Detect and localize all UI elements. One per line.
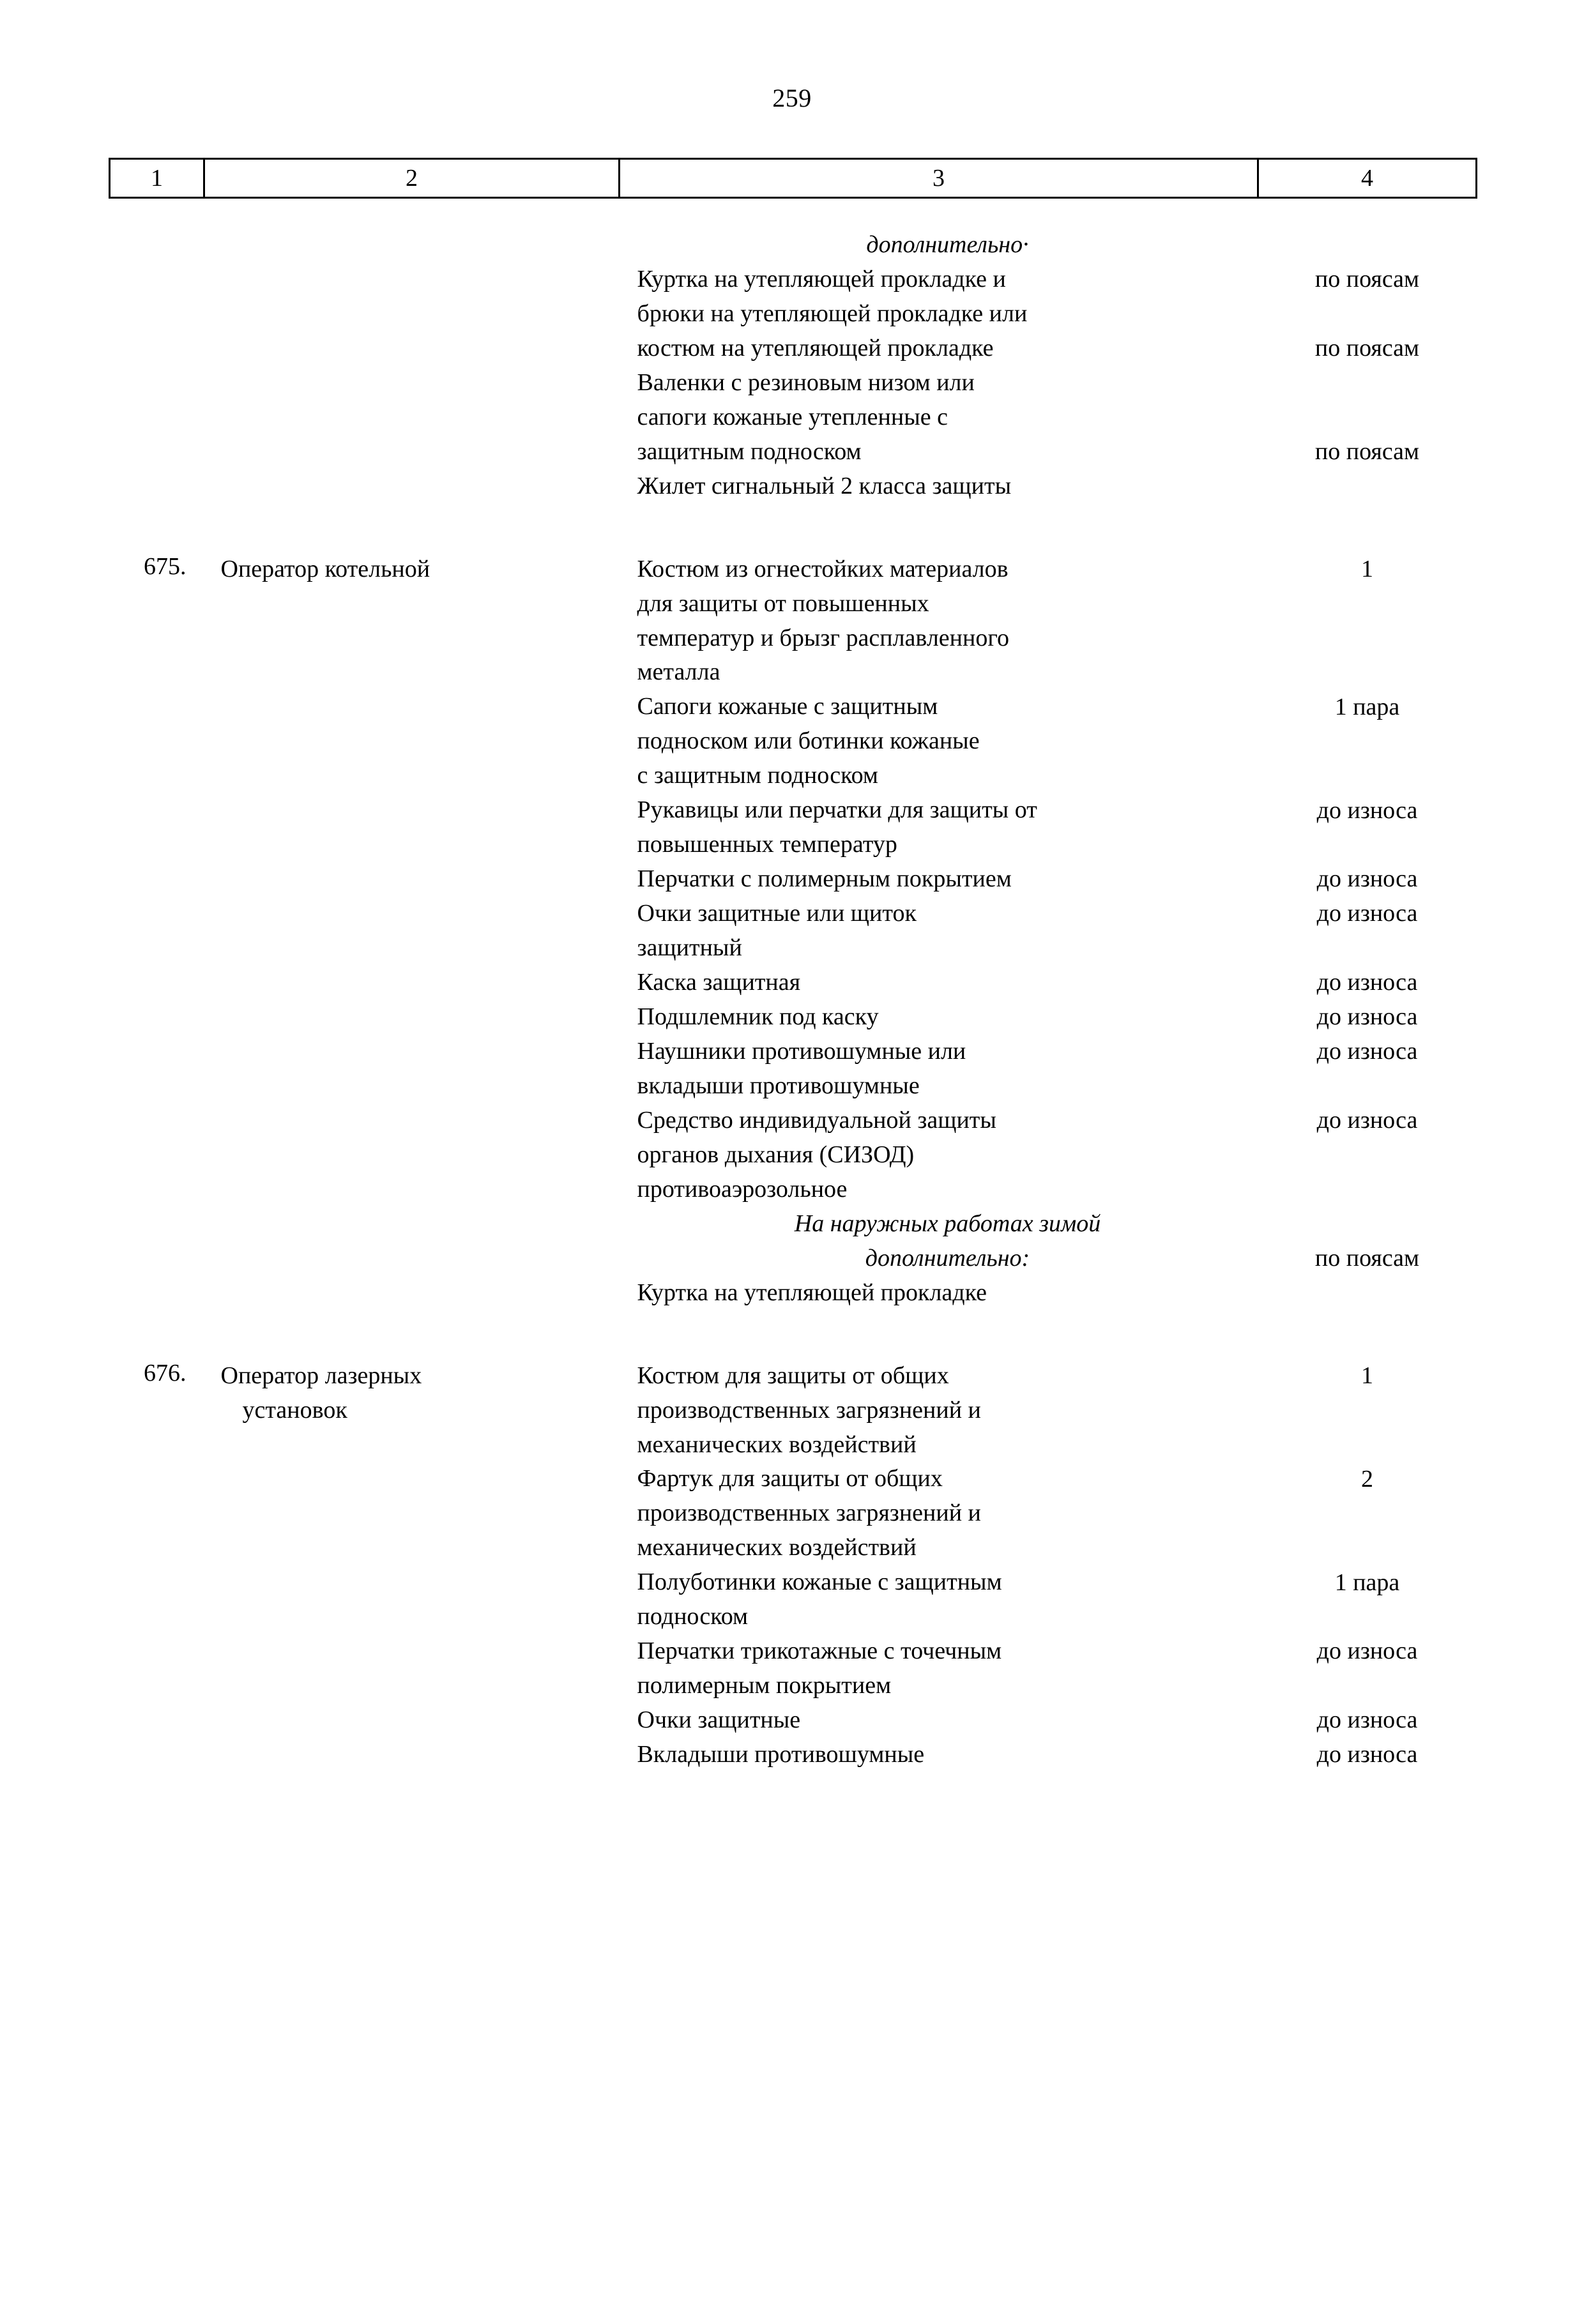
item-line: механических воздействий: [637, 1534, 917, 1561]
item-quantity: до износа: [1316, 1107, 1418, 1134]
item-line: подноском или ботинки кожаные: [637, 727, 980, 755]
items-cell: [620, 504, 1258, 1310]
item-line: вкладыши противошумные: [637, 1072, 920, 1099]
quantities-cell: [1258, 198, 1477, 504]
item-line: Рукавицы или перчатки для защиты от: [637, 796, 1037, 824]
item-entry: [637, 262, 1258, 366]
item-line: для защиты от повышенных: [637, 589, 929, 617]
item-entry: [637, 1462, 1258, 1565]
item-quantity: до износа: [1316, 1741, 1418, 1768]
item-entry: [637, 1565, 1258, 1634]
item-line: Фартук для защиты от общих: [637, 1465, 943, 1492]
row-number: [110, 198, 204, 504]
item-line: Полуботинки кожаные с защитным: [637, 1568, 1002, 1596]
item-entry: [637, 1703, 1258, 1738]
item-line: Подшлемник под каску: [637, 1003, 879, 1031]
section-intro-italic: дополнительно·: [866, 231, 1029, 258]
item-line: Каска защитная: [637, 969, 801, 996]
item-entry: [637, 1035, 1258, 1104]
item-line: защитный: [637, 934, 742, 962]
item-line: Наушники противошумные или: [637, 1037, 966, 1065]
item-entry: [637, 552, 1258, 690]
table-header-row: [110, 159, 1477, 198]
item-entry: [637, 793, 1258, 862]
column-header-4: 4: [1258, 159, 1477, 198]
item-line: Жилет сигнальный 2 класса защиты: [637, 472, 1012, 499]
item-entry: [637, 690, 1258, 793]
item-line: Средство индивидуальной защиты: [637, 1106, 996, 1134]
profession-name: [204, 1310, 620, 1773]
item-line: Костюм для защиты от общих: [637, 1362, 949, 1389]
page-number: 259: [772, 84, 812, 112]
item-quantity: по поясам: [1314, 437, 1420, 465]
item-entry: [637, 1000, 1258, 1035]
item-line: Валенки с резиновым низом или: [637, 368, 975, 396]
item-entry: [637, 862, 1258, 897]
item-quantity: по поясам: [1314, 1245, 1420, 1272]
seasonal-subheader-line: дополнительно:: [865, 1244, 1030, 1272]
column-header-2: 2: [204, 159, 620, 198]
item-quantity: 1: [1361, 555, 1373, 582]
item-entry: [637, 897, 1258, 966]
item-line: повышенных температур: [637, 831, 897, 858]
item-line: производственных загрязнений и: [637, 1396, 981, 1424]
items-cell: [620, 1310, 1258, 1773]
profession-name: [204, 504, 620, 1310]
column-header-1: 1: [110, 159, 204, 198]
item-line: металла: [637, 658, 720, 686]
item-line: Очки защитные или щиток: [637, 900, 917, 927]
norms-table: [109, 158, 1477, 1772]
items-cell: [620, 198, 1258, 504]
item-line: Сапоги кожаные с защитным: [637, 693, 938, 720]
item-quantity: 2: [1361, 1465, 1373, 1492]
item-quantity: до износа: [1316, 1038, 1418, 1065]
item-quantity: 1 пара: [1334, 693, 1400, 720]
item-quantity: до износа: [1316, 865, 1418, 893]
item-entry: [637, 1104, 1258, 1207]
seasonal-subheader-line: На наружных работах зимой: [794, 1210, 1101, 1237]
item-line: Очки защитные: [637, 1706, 801, 1734]
item-quantity: 1 пара: [1334, 1568, 1400, 1596]
item-quantity: 1: [1361, 1362, 1373, 1389]
item-line: сапоги кожаные утепленные с: [637, 403, 948, 430]
item-entry: [637, 1276, 1258, 1310]
column-header-3: 3: [620, 159, 1258, 198]
item-quantity: до износа: [1316, 1637, 1418, 1665]
item-entry: [637, 1634, 1258, 1703]
item-line: брюки на утепляющей прокладке или: [637, 300, 1028, 327]
item-quantity: до износа: [1316, 796, 1418, 824]
item-line: костюм на утепляющей прокладке: [637, 334, 994, 361]
item-line: температур и брызг расплавленного: [637, 624, 1009, 651]
item-line: Куртка на утепляющей прокладке и: [637, 265, 1006, 292]
item-line: защитным подноском: [637, 437, 862, 465]
item-line: противоаэрозольное: [637, 1175, 848, 1203]
item-line: органов дыхания (СИЗОД): [637, 1141, 915, 1168]
profession-line: Оператор котельной: [220, 555, 430, 582]
profession-name: [204, 198, 620, 504]
item-line: полимерным покрытием: [637, 1672, 892, 1699]
document-page: [0, 83, 1584, 2324]
row-number: 676.: [144, 1359, 187, 1386]
item-quantity: по поясам: [1314, 334, 1420, 361]
item-quantity: по поясам: [1314, 266, 1420, 292]
item-line: механических воздействий: [637, 1431, 917, 1458]
table-row: [110, 198, 1477, 504]
item-line: подноском: [637, 1603, 749, 1630]
item-line: Вкладыши противошумные: [637, 1741, 925, 1768]
item-entry: [637, 469, 1258, 504]
table-row: [110, 1310, 1477, 1773]
item-line: Куртка на утепляющей прокладке: [637, 1279, 987, 1306]
item-entry: [637, 366, 1258, 469]
item-line: с защитным подноском: [637, 762, 878, 789]
item-quantity: до износа: [1316, 1003, 1418, 1031]
item-entry: [637, 966, 1258, 1000]
profession-line: установок: [242, 1396, 347, 1424]
quantities-cell: [1258, 1310, 1477, 1773]
item-quantity: до износа: [1316, 900, 1418, 927]
quantities-cell: [1258, 504, 1477, 1310]
table-row: [110, 504, 1477, 1310]
row-number: 675.: [144, 552, 187, 580]
norms-table-wrapper: [109, 158, 1475, 1772]
item-quantity: до износа: [1316, 1706, 1418, 1734]
item-quantity: до износа: [1316, 969, 1418, 996]
profession-line: Оператор лазерных: [220, 1362, 422, 1389]
item-entry: [637, 1738, 1258, 1772]
item-line: Костюм из огнестойких материалов: [637, 555, 1009, 582]
item-line: Перчатки трикотажные с точечным: [637, 1637, 1002, 1665]
item-line: производственных загрязнений и: [637, 1500, 981, 1527]
item-entry: [637, 1359, 1258, 1462]
item-line: Перчатки с полимерным покрытием: [637, 865, 1012, 893]
